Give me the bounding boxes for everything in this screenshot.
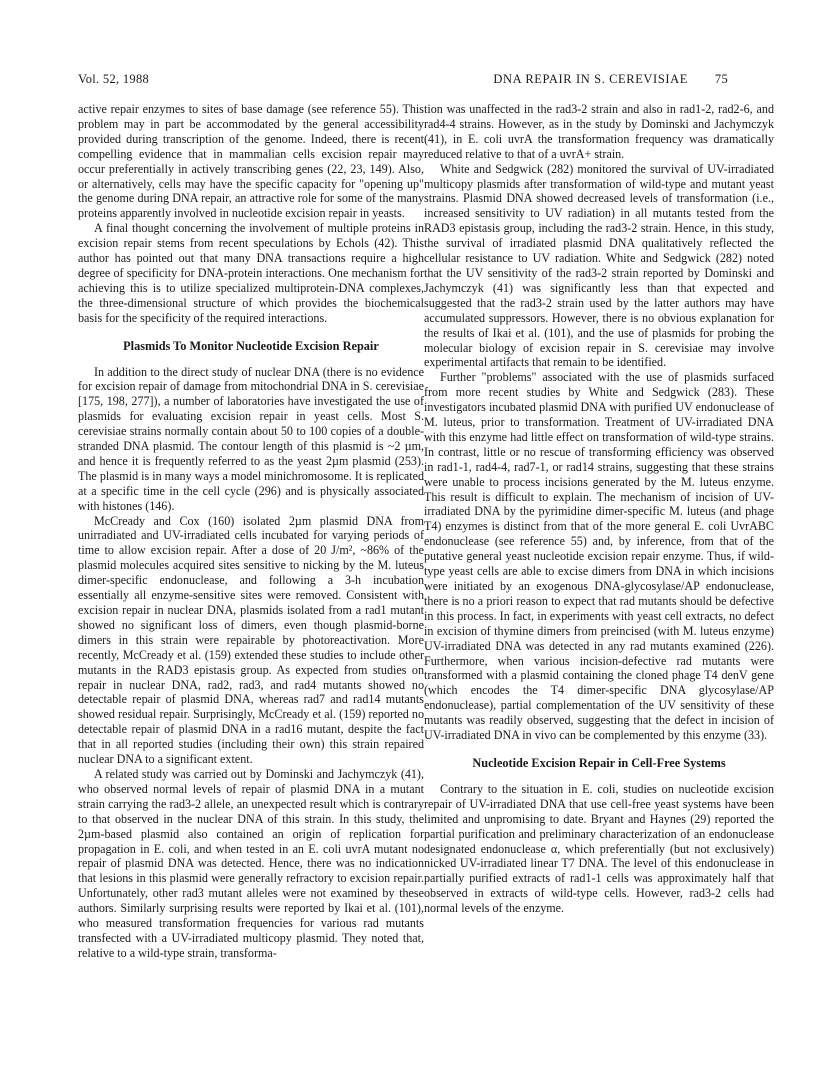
paragraph: A related study was carried out by Dominski and Jachymczyk (41), who observed normal levels of repair of plasmid DNA in a mutant strain carrying the rad3-2 allele, an unexpected result which is contrary to that observed in the nuclear DNA of this strain. In this study, the 2µm-based plasmid also contained an origin of replication for propagation in E. coli, and when tested in an E. coli uvrA mutant no repair of plasmid DNA was detected. Hence, there was no indication that lesions in this plasmid were generally refractory to excision repair. Unfortunately, other rad3 mutant alleles were not examined by these authors. Similarly surprising results were reported by Ikai et al. (101), who measured transformation frequencies for various rad mutants transfected with a UV-irradiated multicopy plasmid. They noted that, relative to a wild-type strain, transforma-: [78, 766, 424, 960]
paragraph: tion was unaffected in the rad3-2 strain and also in rad1-2, rad2-6, and rad4-4 strains. However, as in the study by Dominski and Jachymczyk (41), in E. coli uvrA the transformation frequency was dramatically reduced relative to that of a uvrA+ strain.: [424, 102, 774, 161]
paragraph: Contrary to the situation in E. coli, studies on nucleotide excision repair of UV-irradiated DNA that use cell-free yeast systems have been limited and unpromising to date. Bryant and Haynes (29) reported the partial purification and preliminary characterization of an endonuclease designated endonuclease α, which preferentially (but not exclusively) nicked UV-irradiated linear T7 DNA. The level of this endonuclease in partially purified extracts of rad1-1 cells was approximately half that observed in extracts of wild-type cells. However, rad3-2 cells had normal levels of the enzyme.: [424, 781, 774, 916]
paragraph: McCready and Cox (160) isolated 2µm plasmid DNA from unirradiated and UV-irradiated cells incubated for varying periods of time to allow excision repair. After a dose of 20 J/m², ~86% of the plasmid molecules acquired sites sensitive to nicking by the M. luteus dimer-specific endonuclease, and following a 3-h incubation essentially all enzyme-sensitive sites were removed. Consistent with excision repair in nuclear DNA, plasmids isolated from a rad1 mutant showed no significant loss of dimers, even though plasmid-borne dimers in this strain were repairable by photoreactivation. More recently, McCready et al. (159) extended these studies to include other mutants in the RAD3 epistasis group. As expected from studies on repair in nuclear DNA, rad2, rad3, and rad4 mutants showed no detectable repair of plasmid DNA, whereas rad7 and rad14 mutants showed residual repair. Surprisingly, McCready et al. (159) reported no detectable repair of plasmid DNA in a rad16 mutant, despite the fact that in all reported studies (including their own) this strain repaired nuclear DNA to a significant extent.: [78, 513, 424, 767]
paragraph: Further "problems" associated with the use of plasmids surfaced from more recent studies by White and Sedgwick (283). These investigators incubated plasmid DNA with purified UV endonuclease of M. luteus, prior to transformation. Treatment of UV-irradiated DNA with this enzyme had little effect on transformation of wild-type strains. In contrast, little or no rescue of transforming efficiency was observed in rad1-1, rad4-4, rad7-1, or rad14 strains, suggesting that these strains were unable to process incisions generated by the M. luteus enzyme. This result is difficult to explain. The mechanism of incision of UV-irradiated DNA by the pyrimidine dimer-specific M. luteus (and phage T4) enzymes is distinct from that of the more general E. coli UvrABC endonuclease (see reference 55) and, by inference, from that of the putative general yeast nucleotide excision repair enzyme. Thus, if wild-type yeast cells are able to excise dimers from DNA in which incisions were initiated by an exogenous DNA-glycosylase/AP endonuclease, there is no a priori reason to expect that rad mutants should be defective in this process. In fact, in experiments with yeast cell extracts, no defect in excision of thymine dimers from preincised (with M. luteus enzyme) UV-irradiated DNA was detected in any rad mutants examined (226). Furthermore, when various incision-defective rad mutants were transformed with a plasmid containing the cloned phage T4 denV gene (which encodes the T4 dimer-specific DNA glycosylase/AP endonuclease), partial complementation of the UV sensitivity of these mutants was readily observed, suggesting that the defect in incision of UV-irradiated DNA in vivo can be complemented by this enzyme (33).: [424, 370, 774, 743]
paragraph: active repair enzymes to sites of base damage (see reference 55). This problem may in part be accommodated by the general accessibility provided during transcription of the genome. Indeed, there is recent compelling evidence that in mammalian cells excision repair may occur preferentially in actively transcribing genes (22, 23, 149). Also, or alternatively, cells may have the specific capacity for "opening up" the genome during DNA repair, an attractive role for some of the many proteins apparently involved in nucleotide excision repair in yeasts.: [78, 102, 424, 221]
right-column: [424, 102, 774, 916]
section-heading: Plasmids To Monitor Nucleotide Excision Repair: [123, 338, 379, 353]
paragraph: A final thought concerning the involvement of multiple proteins in excision repair stems from recent speculations by Echols (42). This author has pointed out that many DNA transactions require a high degree of specificity for DNA-protein interactions. One mechanism for achieving this is to utilize specialized multiprotein-DNA complexes, the three-dimensional structure of which provides the biochemical basis for the specificity of the required interactions.: [78, 221, 424, 325]
paragraph: White and Sedgwick (282) monitored the survival of UV-irradiated multicopy plasmids after transformation of wild-type and mutant yeast strains. Plasmid DNA showed decreased levels of transformation (i.e., increased sensitivity to UV radiation) in all mutants tested from the RAD3 epistasis group, including the rad3-2 strain. Hence, in this study, the survival of irradiated plasmid DNA qualitatively reflected the cellular resistance to UV radiation. White and Sedgwick (282) noted that the UV sensitivity of the rad3-2 strain reported by Dominski and Jachymczyk (41) was significantly less than that expected and suggested that the rad3-2 strain used by the latter authors may have accumulated suppressors. However, there is no obvious explanation for the results of Ikai et al. (101), and the use of plasmids for probing the molecular biology of excision repair in S. cerevisiae may involve experimental artifacts that remain to be identified.: [424, 161, 774, 370]
left-column: [78, 102, 424, 961]
volume-year: Vol. 52, 1988: [78, 72, 150, 86]
section-heading: Nucleotide Excision Repair in Cell-Free Systems: [472, 755, 726, 770]
page-number: 75: [714, 72, 728, 86]
paragraph: In addition to the direct study of nuclear DNA (there is no evidence for excision repair of damage from mitochondrial DNA in S. cerevisiae [175, 198, 277]), a number of laboratories have investigated the use of plasmids for evaluating excision repair in yeast cells. Most S. cerevisiae strains normally contain about 50 to 100 copies of a double-stranded DNA plasmid. The contour length of this plasmid is ~2 µm, and hence it is frequently referred to as the yeast 2µm plasmid (253). The plasmid is in many ways a model minichromosome. It is replicated at a specific time in the cell cycle (296) and is physically associated with histones (146).: [78, 364, 424, 513]
running-title: DNA REPAIR IN S. CEREVISIAE: [493, 72, 688, 86]
running-header: [78, 72, 728, 94]
